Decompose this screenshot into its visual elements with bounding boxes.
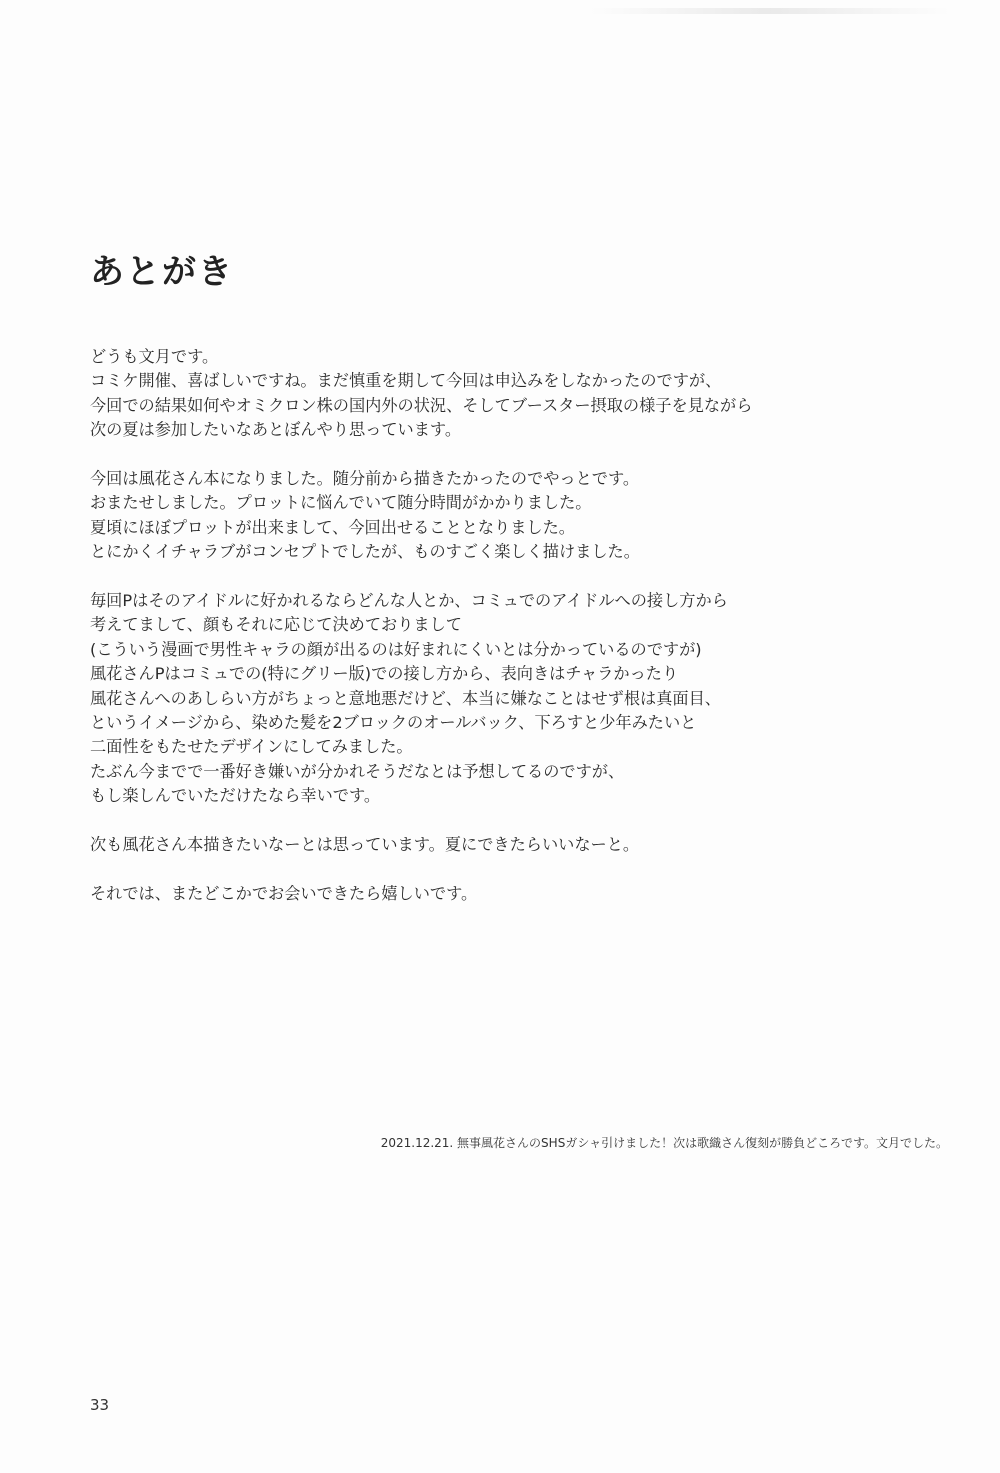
paragraph <box>90 589 950 809</box>
paragraph <box>90 833 950 857</box>
page-title: あとがき <box>90 252 234 292</box>
text-line: 風花さんへのあしらい方がちょっと意地悪だけど、本当に嫌なことはせず根は真面目、 <box>90 688 721 708</box>
text-line: おまたせしました。プロットに悩んでいて随分時間がかかりました。 <box>90 493 592 513</box>
paragraph <box>90 345 950 443</box>
paragraph <box>90 467 950 565</box>
text-line: 毎回Pはそのアイドルに好かれるならどんな人とか、コミュでのアイドルへの接し方から <box>90 591 728 611</box>
scan-artifact <box>590 8 950 14</box>
text-line: 今回での結果如何やオミクロン株の国内外の状況、そしてブースター摂取の様子を見ながら <box>90 395 753 415</box>
text-line: それでは、またどこかでお会いできたら嬉しいです。 <box>90 883 478 903</box>
dated-footnote: 2021.12.21. 無事風花さんのSHSガシャ引けました！次は歌織さん復刻が勝負どころです。文月でした。 <box>380 1136 948 1150</box>
page-number: 33 <box>90 1396 110 1414</box>
text-line: 二面性をもたせたデザインにしてみました。 <box>90 737 413 757</box>
text-line: 次の夏は参加したいなあとぼんやり思っています。 <box>90 420 462 440</box>
text-line: 風花さんPはコミュでの(特にグリー版)での接し方から、表向きはチャラかったり <box>90 664 679 684</box>
text-line: (こういう漫画で男性キャラの顔が出るのは好まれにくいとは分かっているのですが) <box>90 639 702 659</box>
text-line: とにかくイチャラブがコンセプトでしたが、ものすごく楽しく描けました。 <box>90 542 640 562</box>
text-line: たぶん今までで一番好き嫌いが分かれそうだなとは予想してるのですが、 <box>90 761 625 781</box>
afterword-body <box>90 345 950 931</box>
text-line: 次も風花さん本描きたいなーとは思っています。夏にできたらいいなーと。 <box>90 835 640 855</box>
paragraph <box>90 882 950 906</box>
text-line: どうも文月です。 <box>90 347 219 366</box>
text-line: もし楽しんでいただけたなら幸いです。 <box>90 786 381 806</box>
text-line: 今回は風花さん本になりました。随分前から描きたかったのでやっとです。 <box>90 469 640 489</box>
text-line: 考えてまして、顔もそれに応じて決めておりまして <box>90 615 462 635</box>
text-line: 夏頃にほぼプロットが出来まして、今回出せることとなりました。 <box>90 517 575 537</box>
text-line: というイメージから、染めた髪を2ブロックのオールバック、下ろすと少年みたいと <box>90 713 697 733</box>
text-line: コミケ開催、喜ばしいですね。まだ慎重を期して今回は申込みをしなかったのですが、 <box>90 371 722 391</box>
